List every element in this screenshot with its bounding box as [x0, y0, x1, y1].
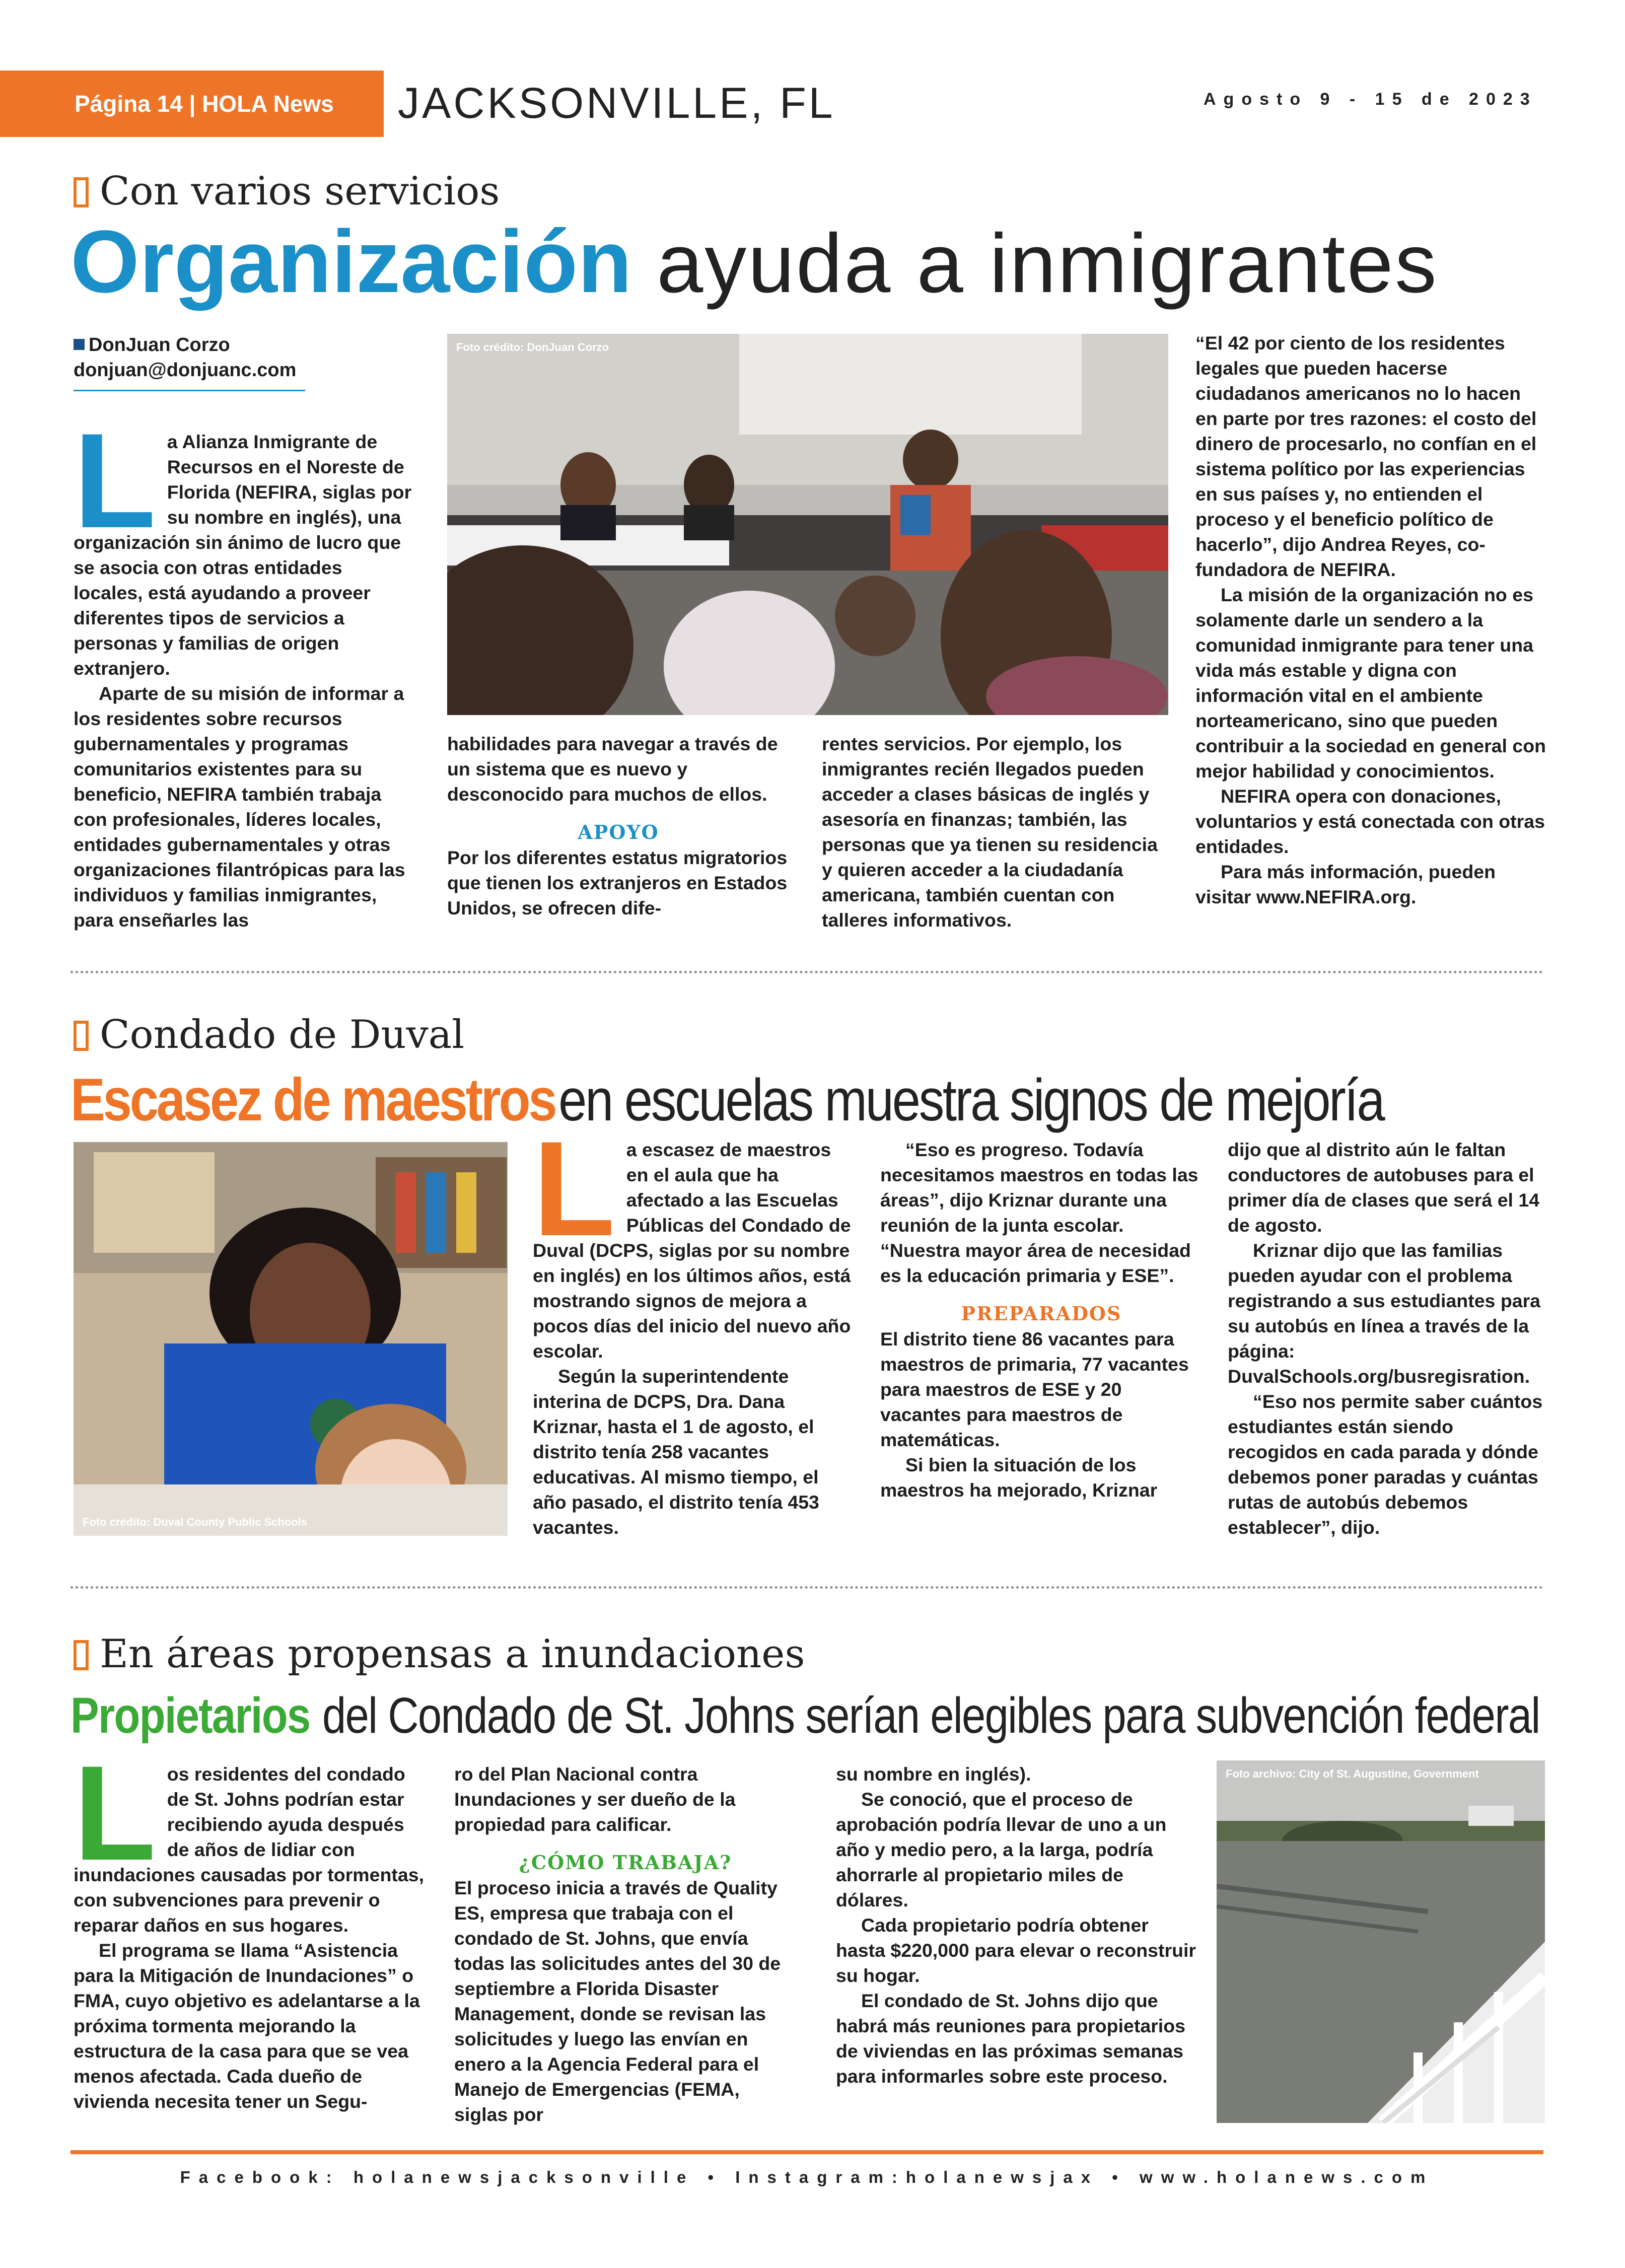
article1-byline	[74, 332, 305, 391]
article2-headline-rest: en escuelas muestra signos de mejoría	[558, 1067, 1384, 1133]
article2-paragraph: dijo que al distrito aún le faltan conductores de autobuses para el primer día de clases que será el 14 de agosto.	[1228, 1139, 1540, 1236]
article1-paragraph: Por los diferentes estatus migratorios que tienen los extranjeros en Estados Unidos, se ofrecen dife-	[447, 847, 788, 918]
article1-headline	[70, 211, 1438, 340]
article1-headline-rest: ayuda a inmigrantes	[631, 217, 1438, 310]
article3-subhead: ¿CÓMO TRABAJA?	[519, 1851, 732, 1874]
article3-paragraph: El programa se llama “Asistencia para la Mitigación de Inundaciones” o FMA, cuyo objetivo es adelantarse a la próxima tormenta mejorando la estructura de la casa para que se vea menos afectada. Cada dueño de vivienda necesita tener un Segu-	[74, 1940, 420, 2112]
article3-headline-bold: Propietarios	[70, 1687, 310, 1744]
article2-photo-credit: Foto crédito: Duval County Public Schools	[83, 1516, 308, 1528]
article3-paragraph: El condado de St. Johns dijo que habrá más reuniones para propietarios de viviendas en las próximas semanas para informarles sobre este proceso.	[836, 1990, 1185, 2087]
article2-paragraph: Si bien la situación de los maestros ha mejorado, Kriznar	[880, 1454, 1158, 1501]
article1-column-4	[1195, 330, 1548, 909]
page-number-badge: Página 14 | HOLA News	[0, 70, 384, 137]
article1-column-3	[822, 731, 1169, 933]
issue-date: Agosto 9 - 15 de 2023	[1204, 90, 1537, 109]
article3-headline-rest: del Condado de St. Johns serían elegibles para subvención federal	[322, 1687, 1540, 1744]
article1-photo	[447, 334, 1168, 715]
article3-paragraph: ro del Plan Nacional contra Inundaciones y ser dueño de la propiedad para calificar.	[454, 1763, 736, 1835]
article3-column-2	[454, 1761, 797, 2127]
article1-column-2	[447, 731, 790, 920]
article1-subhead: APOYO	[578, 821, 659, 843]
byline-square-icon	[74, 339, 85, 350]
article2-column-2	[880, 1137, 1203, 1503]
kicker-marker-icon	[74, 1021, 89, 1051]
article2-drop-cap: L	[533, 1113, 615, 1264]
kicker-marker-icon	[74, 177, 89, 207]
article2-kicker-text: Condado de Duval	[100, 1012, 465, 1057]
community-meeting-image	[447, 334, 1168, 715]
footer-social-links[interactable]: Facebook: holanewsjacksonville • Instagram:holanewsjax • www.holanews.com	[180, 2168, 1434, 2186]
article2-paragraph: “Eso es progreso. Todavía necesitamos maestros en todas las áreas”, dijo Kriznar durante una reunión de la junta escolar. “Nuestra mayor área de necesidad es la educación primaria y ESE”.	[880, 1139, 1198, 1286]
city-label: JACKSONVILLE, FL	[398, 79, 835, 127]
article3-paragraph: su nombre en inglés).	[836, 1763, 1031, 1785]
article1-author: DonJuan Corzo	[89, 334, 230, 356]
article2-headline	[70, 1065, 1518, 1135]
article3-column-3	[836, 1761, 1198, 2089]
article1-column-1	[74, 405, 412, 933]
article3-column-1	[74, 1737, 431, 2114]
article2-paragraph: a escasez de maestros en el aula que ha afectado a las Escuelas Públicas del Condado de Duval (DCPS, siglas por su nombre en inglés) en los últimos años, está mostrando signos de mejora a pocos días del inicio del nuevo año escolar.	[533, 1139, 851, 1362]
article1-kicker-text: Con varios servicios	[100, 169, 500, 214]
teacher-and-student-image	[74, 1142, 508, 1536]
article1-paragraph: La misión de la organización no es solamente darle un sendero a la comunidad inmigrante para tener una vida más estable y digna con información vital en el ambiente norteamericano, sino que pueden contribuir a la sociedad en general con mejor habilidad y conocimientos.	[1195, 584, 1546, 782]
kicker-marker-icon	[74, 1640, 89, 1670]
article3-drop-cap: L	[74, 1737, 156, 1888]
article3-kicker	[74, 1632, 805, 1677]
article3-photo	[1217, 1760, 1545, 2123]
byline-rule	[74, 390, 305, 391]
article2-subhead: PREPARADOS	[961, 1302, 1122, 1325]
article2-photo	[74, 1142, 508, 1536]
flooded-waterfront-image	[1217, 1760, 1545, 2123]
article3-kicker-text: En áreas propensas a inundaciones	[100, 1632, 805, 1677]
article3-paragraph: Se conoció, que el proceso de aprobación podría llevar de uno a un año y medio pero, a la larga, podría ahorrarle al propietario miles de dólares.	[836, 1789, 1167, 1910]
footer-rule	[70, 2150, 1543, 2154]
section-divider	[70, 1586, 1543, 1589]
article2-column-1	[533, 1113, 855, 1540]
article1-paragraph: a Alianza Inmigrante de Recursos en el Noreste de Florida (NEFIRA, siglas por su nombre en inglés), una organización sin ánimo de lucro que se asocia con otras entidades locales, está ayudando a proveer diferentes tipos de servicios a personas y familias de origen extranjero.	[74, 431, 412, 679]
article1-paragraph: “El 42 por ciento de los residentes legales que pueden hacerse ciudadanos americanos no lo hacen en parte por tres razones: el costo del dinero de procesarlo, no confían en el sistema político por las experiencias en sus países y, no entienden el proceso y el beneficio político de hacerlo”, dijo Andrea Reyes, co-fundadora de NEFIRA.	[1195, 332, 1537, 580]
article3-paragraph: El proceso inicia a través de Quality ES, empresa que trabaja con el condado de St. Johns, que envía todas las solicitudes antes del 30 de septiembre a Florida Disaster Management, donde se revisan las solicitudes y luego las envían en enero a la Agencia Federal para el Manejo de Emergencias (FEMA, siglas por	[454, 1877, 781, 2125]
article3-photo-credit: Foto archivo: City of St. Augustine, Government	[1226, 1767, 1479, 1780]
article1-photo-credit: Foto crédito: DonJuan Corzo	[456, 341, 609, 353]
article3-paragraph: os residentes del condado de St. Johns podrían estar recibiendo ayuda después de años de lidiar con inundaciones causadas por tormentas, con subvenciones para prevenir o reparar daños en sus hogares.	[74, 1763, 425, 1936]
article1-drop-cap: L	[74, 405, 156, 556]
article1-paragraph: Para más información, pueden visitar www.NEFIRA.org.	[1195, 861, 1496, 907]
article3-paragraph: Cada propietario podría obtener hasta $220,000 para elevar o reconstruir su hogar.	[836, 1915, 1196, 1986]
article2-kicker	[74, 1012, 464, 1057]
article1-paragraph: rentes servicios. Por ejemplo, los inmigrantes recién llegados pueden acceder a clases básicas de inglés y asesoría en finanzas; también, las personas que ya tienen su residencia y quieren acceder a la ciudadanía americana, también cuentan con talleres informativos.	[822, 733, 1158, 931]
article1-headline-bold: Organización	[70, 212, 632, 311]
article1-paragraph: NEFIRA opera con donaciones, voluntarios y está conectada con otras entidades.	[1195, 786, 1545, 857]
article2-paragraph: “Eso nos permite saber cuántos estudiantes están siendo recogidos en cada parada y dónde debemos poner paradas y cuántas rutas de autobús debemos establecer”, dijo.	[1228, 1391, 1543, 1538]
article1-email[interactable]: donjuan@donjuanc.com	[74, 360, 297, 381]
section-divider	[70, 971, 1543, 973]
article1-paragraph: Aparte de su misión de informar a los residentes sobre recursos gubernamentales y programas comunitarios existentes para su beneficio, NEFIRA también trabaja con profesionales, líderes locales, entidades gubernamentales y otras organizaciones filantrópicas para las individuos y familias inmigrantes, para enseñarles las	[74, 683, 405, 931]
article2-paragraph: Según la superintendente interina de DCPS, Dra. Dana Kriznar, hasta el 1 de agosto, el distrito tenía 258 vacantes educativas. Al mismo tiempo, el año pasado, el distrito tenía 453 vacantes.	[533, 1366, 819, 1538]
article3-headline	[70, 1687, 1625, 1745]
article1-kicker	[74, 169, 500, 214]
article2-headline-bold: Escasez de maestros	[70, 1066, 555, 1133]
article2-paragraph: Kriznar dijo que las familias pueden ayudar con el problema registrando a sus estudiantes para su autobús en línea a través de la página: DuvalSchools.org/busregisration.	[1228, 1240, 1541, 1387]
article1-paragraph: habilidades para navegar a través de un sistema que es nuevo y desconocido para muchos de ellos.	[447, 733, 778, 805]
article2-column-3	[1228, 1137, 1545, 1540]
article2-paragraph: El distrito tiene 86 vacantes para maestros de primaria, 77 vacantes para maestros de ESE y 20 vacantes para maestros de matemáticas.	[880, 1328, 1189, 1450]
